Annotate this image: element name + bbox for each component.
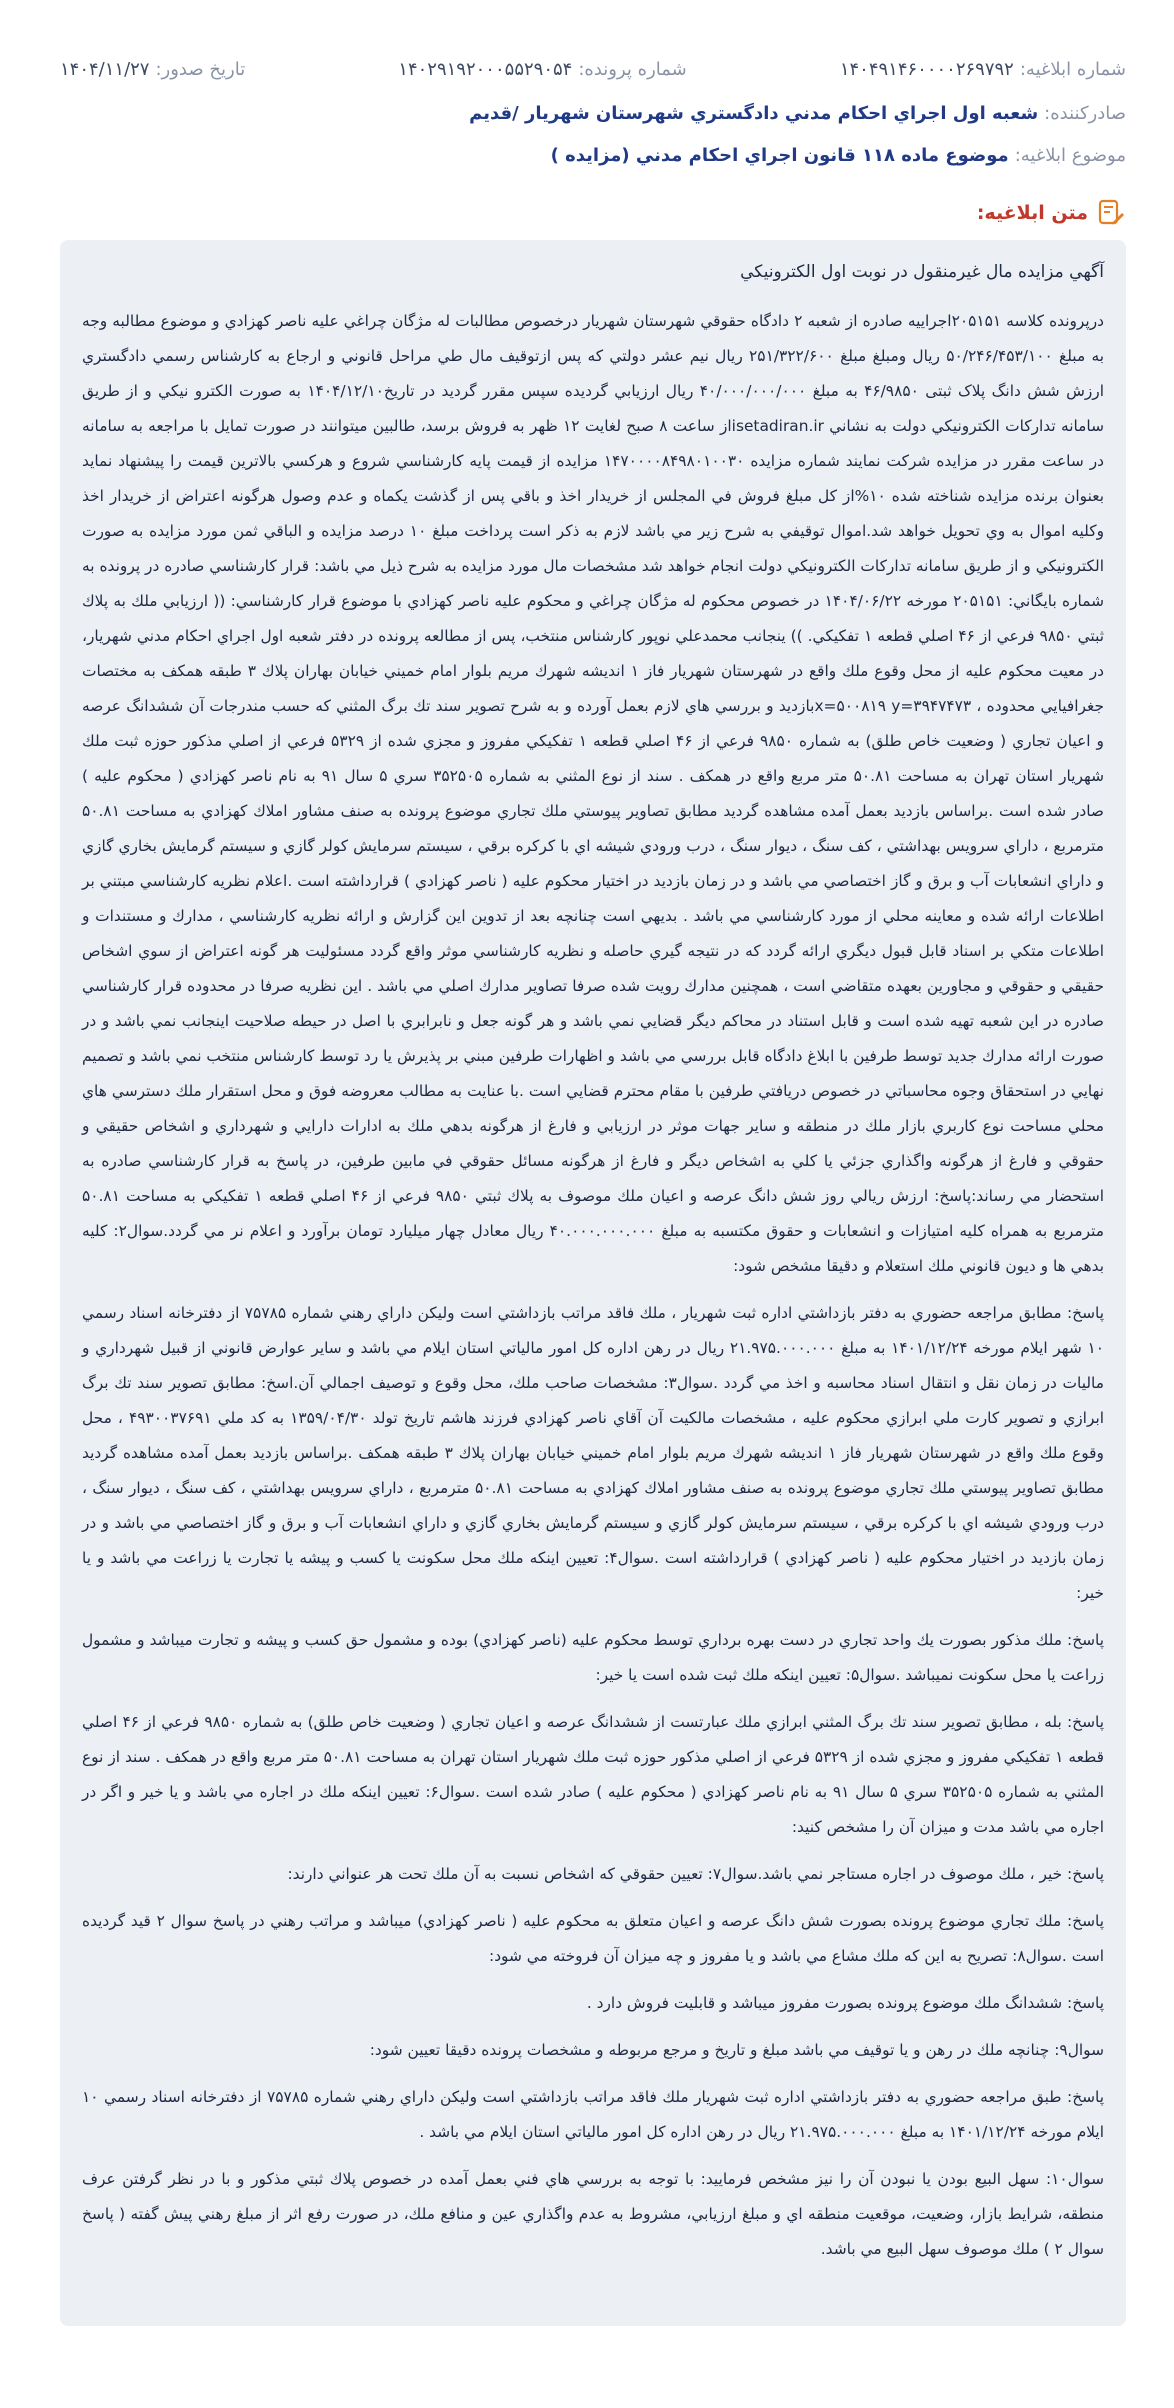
- paragraph: پاسخ: ششدانگ ملك موضوع پرونده بصورت مفروز ميباشد و قابليت فروش دارد .: [586, 1994, 1104, 2012]
- issuer-label: صادرکننده:: [1044, 102, 1126, 124]
- paragraph: پاسخ: ملك مذكور بصورت يك واحد تجاري در دست بهره برداري توسط محكوم عليه (ناصر كهزادي) بوده و مشمول حق كسب و پيشه و تجارت ميباشد و مشمول زراعت يا محل سكونت نميباشد .سوال۵: تعيين اينكه ملك ثبت شده است يا خير:: [82, 1631, 1104, 1684]
- paragraph: پاسخ: ملك تجاري موضوع پرونده بصورت شش دانگ عرصه و اعيان متعلق به محكوم عليه ( ناصر كهزادي) ميباشد و مراتب رهني در پاسخ سوال ۲ قيد گرديده است .سوال۸: تصريح به اين كه ملك مشاع مي باشد و يا مفروز و چه ميزان آن فروخته مي شود:: [82, 1912, 1104, 1965]
- paragraph: پاسخ: طبق مراجعه حضوري به دفتر بازداشتي اداره ثبت شهريار ملك فاقد مراتب بازداشتي است وليكن داراي رهني شماره ۷۵۷۸۵ از دفترخانه اسناد رسمي ۱۰ ايلام مورخه ۱۴۰۱/۱۲/۲۴ به مبلغ ۲۱.۹۷۵.۰۰۰.۰۰۰ ريال در رهن اداره كل امور مالياتي استان ايلام مي باشد .: [82, 2088, 1105, 2141]
- issuer-value: شعبه اول اجراي احكام مدني دادگستري شهرستان شهريار /قديم: [469, 102, 1039, 124]
- notice-text-title: متن ابلاغيه:: [976, 202, 1088, 224]
- issue-date-label: تاريخ صدور:: [155, 58, 246, 80]
- subject-label: موضوع ابلاغيه:: [1014, 144, 1126, 166]
- notice-number: [840, 59, 1126, 80]
- paragraph: درپرونده كلاسه ۲۰۵۱۵۱اجراييه صادره از شعبه ۲ دادگاه حقوقي شهرستان شهريار درخصوص مطالبات له مژگان چراغي عليه ناصر كهزادي و موضوع مطالبه وجه به مبلغ ۵۰/۲۴۶/۴۵۳/۱۰۰ ريال ومبلغ مبلغ ۲۵۱/۳۲۲/۶۰۰ ريال نيم عشر دولتي كه پس ازتوقيف مال طي مراحل قانوني و ارجاع به كارشناس رسمي دادگستري ارزش شش دانگ پلاک ثبتی ۴۶/۹۸۵۰ به مبلغ ۴۰/۰۰۰/۰۰۰/۰۰۰ ريال ارزيابي گرديده سپس مقرر گرديد در تاريخ۱۴۰۴/۱۲/۱۰ به صورت الكترو نيكي و از طريق سامانه تداركات الكترونيكي دولت به نشاني isetadiran.irاز ساعت ۸ صبح لغايت ۱۲ ظهر به فروش برسد، طالبين ميتوانند در صورت تمايل با مراجعه به سامانه در ساعت مقرر در مزايده شركت نمايند شماره مزايده ۱۴۷۰۰۰۰۸۴۹۸۰۱۰۰۳۰ مزايده از قيمت پايه كارشناسي شروع و هركسي بالاترين قيمت را پيشنهاد نمايد بعنوان برنده مزايده شناخته شده ۱۰%از كل مبلغ فروش في المجلس از خريدار اخذ و باقي پس از گذشت يكماه و عدم وصول هرگونه اعتراض از خريدار اخذ وكليه اموال به وي تحويل خواهد شد.اموال توقيفي به شرح زير مي باشد لازم به ذكر است پرداخت مبلغ ۱۰ درصد مزايده و الباقي ثمن مورد مزايده به صورت الكترونيكي و از طريق سامانه تداركات الكترونيكي دولت انجام خواهد شد مشخصات مال مورد مزايده به شرح ذيل مي باشد: قرار كارشناسي صادره در پرونده به شماره بايگاني: ۲۰۵۱۵۱ مورخه ۱۴۰۴/۰۶/۲۲ در خصوص محكوم له مژگان چراغي و محكوم عليه ناصر كهزادي با موضوع قرار كارشناسي: (( ارزيابي ملك به پلاك ثبتي ۹۸۵۰ فرعي از ۴۶ اصلي قطعه ۱ تفكيكي. )) ينجانب محمدعلي نوپور كارشناس منتخب، پس از مطالعه پرونده در دفتر شعبه اول اجراي احكام مدني شهريار، در معيت محكوم عليه از محل وقوع ملك واقع در شهرستان شهريار فاز ۱ انديشه شهرك مريم بلوار امام خميني خيابان بهاران پلاك ۳ طبقه همكف به مختصات جغرافيايي محدوده ، x=۵۰۰۸۱۹ y=۳۹۴۷۴۷۳بازديد و بررسي هاي لازم بعمل آورده و به شرح تصوير سند تك برگ المثني كه حسب مندرجات آن ششدانگ عرصه و اعيان تجاري ( وضعيت خاص طلق) به شماره ۹۸۵۰ فرعي از ۴۶ اصلي قطعه ۱ تفكيكي مفروز و مجزي شده از ۵۳۲۹ فرعي از اصلي مذكور حوزه ثبت ملك شهريار استان تهران به مساحت ۵۰.۸۱ متر مربع واقع در همكف . سند از نوع المثني به شماره ۳۵۲۵۰۵ سري ۵ سال ۹۱ به نام ناصر كهزادي ( محكوم عليه ) صادر شده است .براساس بازديد بعمل آمده مشاهده گرديد مطابق تصاوير پيوستي ملك تجاري موضوع پرونده به صنف مشاور املاك كهزادي به مساحت ۵۰.۸۱ مترمربع ، داراي سرويس بهداشتي ، كف سنگ ، ديوار سنگ ، درب ورودي شيشه اي با كركره برقي ، سيستم سرمايش كولر گازي و سيستم گرمايش بخاري گازي و داراي انشعابات آب و برق و گاز اختصاصي مي باشد و در زمان بازديد در اختيار محكوم عليه ( ناصر كهزادي ) قرارداشته است .اعلام نظريه كارشناسي مبتني بر اطلاعات ارائه شده و معاينه محلي از مورد كارشناسي مي باشد . بديهي است چنانچه بعد از تدوين اين گزارش و ارائه نظريه كارشناسي ، مدارك و مستندات و اطلاعات متكي بر اسناد قابل قبول ديگري ارائه گردد كه در نتيجه گيري حاصله و نظريه كارشناسي موثر واقع گردد مسئوليت هر گونه اعتراض از سوي اشخاص حقيقي و حقوقي و مجاورين بعهده متقاضي است ، همچنين مدارك رويت شده صرفا تصاوير مدارك اصلي مي باشد . اين نظريه صرفا در محدوده قرار كارشناسي صادره در اين شعبه تهيه شده است و قابل استناد در محاكم ديگر قضايي نمي باشد و هر گونه جعل و نابرابري با اصل در حيطه صلاحيت اينجانب نمي باشد و در صورت ارائه مدارك جديد توسط طرفين با ابلاغ دادگاه قابل بررسي مي باشد و اظهارات طرفين مبني بر پذيرش يا رد توسط كارشناس منتخب نمي باشد و تصميم نهايي در استحقاق وجوه محاسباتي در خصوص دريافتي طرفين با مقام محترم قضايي است .با عنايت به مطالب معروضه فوق و محل استقرار ملك دسترسي هاي محلي مساحت نوع كاربري بازار ملك در منطقه و ساير جهات موثر در ارزيابي و فارغ از هرگونه بدهي ملك به ادارات دارايي و شهرداري و اشخاص حقيقي و حقوقي و فارغ از هرگونه واگذاري جزئي يا كلي به اشخاص ديگر و فارغ از هرگونه مسائل حقوقي في مابين طرفين، در پاسخ به قرار كارشناسي صادره به استحضار مي رساند:پاسخ: ارزش ريالي روز شش دانگ عرصه و اعيان ملك موصوف به پلاك ثبتي ۹۸۵۰ فرعي از ۴۶ اصلي قطعه ۱ تفكيكي به مساحت ۵۰.۸۱ مترمربع به همراه كليه امتيازات و انشعابات و حقوق مكتسبه به مبلغ ۴۰.۰۰۰.۰۰۰.۰۰۰ ريال معادل چهار ميليارد تومان برآورد و اعلام نر مي گردد.سوال۲: كليه بدهي ها و ديون قانوني ملك استعلام و دقيقا مشخص شود:: [82, 312, 1105, 1275]
- issuer: [469, 103, 1126, 124]
- subject-value: موضوع ماده ۱۱۸ قانون اجراي احكام مدني (مزايده ): [550, 144, 1009, 166]
- subject: [551, 145, 1126, 166]
- notice-text-heading: [977, 198, 1126, 228]
- issuer-row: [60, 98, 1126, 128]
- notice-content: [60, 240, 1126, 2326]
- paragraph: پاسخ: بله ، مطابق تصوير سند تك برگ المثني ابرازي ملك عبارتست از ششدانگ عرصه و اعيان تجاري ( وضعيت خاص طلق) به شماره ۹۸۵۰ فرعي از ۴۶ اصلي قطعه ۱ تفكيكي مفروز و مجزي شده از ۵۳۲۹ فرعي از اصلي مذكور حوزه ثبت ملك شهريار استان تهران به مساحت ۵۰.۸۱ متر مربع واقع در همكف . سند از نوع المثني به شماره ۳۵۲۵۰۵ سري ۵ سال ۹۱ به نام ناصر كهزادي ( محكوم عليه ) صادر شده است .سوال۶: تعيين اينكه ملك در اجاره مي باشد و يا خير و اگر در اجاره مي باشد مدت و ميزان آن را مشخص كنيد:: [82, 1713, 1104, 1836]
- paragraph: سوال۹: چنانچه ملك در رهن و يا توقيف مي باشد مبلغ و تاريخ و مرجع مربوطه و مشخصات پرونده دقيقا تعيين شود:: [369, 2041, 1104, 2059]
- issue-date: [60, 59, 245, 80]
- paragraph: پاسخ: خير ، ملك موصوف در اجاره مستاجر نمي باشد.سوال۷: تعيين حقوقي كه اشخاص نسبت به آن ملك تحت هر عنواني دارند:: [287, 1865, 1104, 1883]
- subject-row: [60, 140, 1126, 170]
- auction-title: آگهي مزايده مال غيرمنقول در نوبت اول الكترونيكي: [740, 262, 1104, 282]
- issue-date-value: ۱۴۰۴/۱۱/۲۷: [60, 58, 150, 80]
- document-edit-icon: [1096, 198, 1126, 228]
- paragraph: پاسخ: مطابق مراجعه حضوري به دفتر بازداشتي اداره ثبت شهريار ، ملك فاقد مراتب بازداشتي است وليكن داراي رهني شماره ۷۵۷۸۵ از دفترخانه اسناد رسمي ۱۰ شهر ايلام مورخه ۱۴۰۱/۱۲/۲۴ به مبلغ ۲۱.۹۷۵.۰۰۰.۰۰۰ ريال در رهن اداره كل امور مالياتي استان ايلام مي باشد و ساير عوارض قانوني از قبيل شهرداري و ماليات در زمان نقل و انتقال اسناد محاسبه و اخذ مي گردد .سوال۳: مشخصات صاحب ملك، محل وقوع و توصيف اجمالي آن.اسخ: مطابق تصوير سند تك برگ ابرازي و تصوير كارت ملي ابرازي محكوم عليه ، مشخصات مالكيت آن آقاي ناصر كهزادي فرزند هاشم تاريخ تولد ۱۳۵۹/۰۴/۳۰ به كد ملي ۴۹۳۰۰۳۷۶۹۱ ، محل وقوع ملك واقع در شهرستان شهريار فاز ۱ انديشه شهرك مريم بلوار امام خميني خيابان بهاران پلاك ۳ طبقه همكف .براساس بازديد بعمل آمده مشاهده گرديد مطابق تصاوير پيوستي ملك تجاري موضوع پرونده به صنف مشاور املاك كهزادي به مساحت ۵۰.۸۱ مترمربع ، داراي سرويس بهداشتي ، كف سنگ ، ديوار سنگ ، درب ورودي شيشه اي با كركره برقي ، سيستم سرمايش كولر گازي و سيستم گرمايش بخاري گازي و داراي انشعابات آب و برق و گاز اختصاصي مي باشد و در زمان بازديد در اختيار محكوم عليه ( ناصر كهزادي ) قرارداشته است .سوال۴: تعيين اينكه ملك محل سكونت يا كسب و پيشه يا تجارت يا زراعت مي باشد و يا خير:: [82, 1304, 1105, 1602]
- paragraph: سوال۱۰: سهل البيع بودن يا نبودن آن را نيز مشخص فرماييد: با توجه به بررسي هاي فني بعمل آمده در خصوص پلاك ثبتي مذكور و با در نظر گرفتن عرف منطقه، شرايط بازار، وضعيت، موقعيت منطقه اي و مبلغ ارزيابي، مشروط به عدم واگذاري عين و منافع ملك، در صورت رفع اثر از مبلغ رهني پيش گفته ( پاسخ سوال ۲ ) ملك موصوف سهل البيع مي باشد.: [82, 2170, 1104, 2258]
- notice-meta-row: [60, 54, 1126, 84]
- notice-number-value: ۱۴۰۴۹۱۴۶۰۰۰۰۲۶۹۷۹۲: [839, 58, 1014, 80]
- notice-number-label: شماره ابلاغيه:: [1019, 58, 1126, 80]
- case-number-value: ۱۴۰۲۹۱۹۲۰۰۰۵۵۲۹۰۵۴: [398, 58, 573, 80]
- case-number: [398, 59, 686, 80]
- case-number-label: شماره پرونده:: [578, 58, 687, 80]
